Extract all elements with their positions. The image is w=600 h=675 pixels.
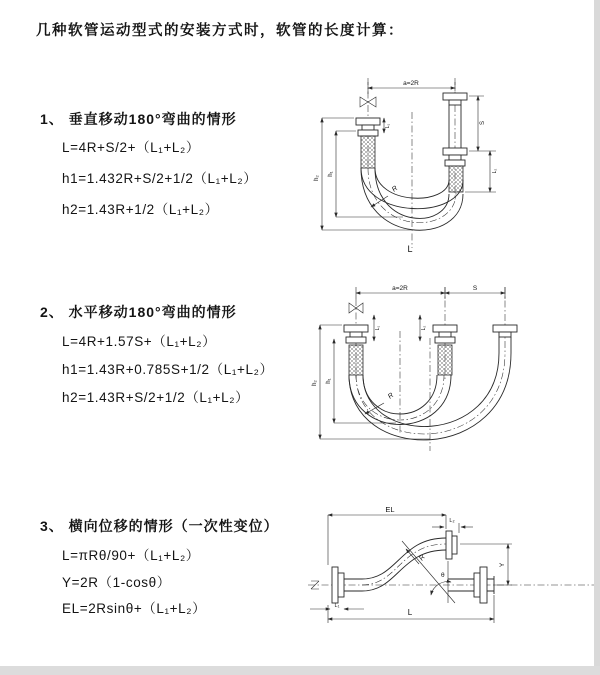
diagram-lateral-displacement: [298, 503, 600, 647]
section-1-formula-h1: h1=1.432R+S/2+1/2（L₁+L₂）: [62, 171, 258, 186]
section-1-formula-h2: h2=1.43R+1/2（L₁+L₂）: [62, 202, 219, 217]
section-3-formula-Y: Y=2R（1-cosθ）: [62, 575, 171, 590]
dim-label-h2: h₂: [314, 175, 320, 181]
section-1-formula-L: L=4R+S/2+（L₁+L₂）: [62, 140, 200, 155]
dim-label-el: EL: [385, 505, 395, 514]
label-radius: R: [386, 391, 396, 401]
dim-label-l2: L₂: [449, 518, 455, 524]
section-3-formula-EL: EL=2Rsinθ+（L₁+L₂）: [62, 601, 207, 616]
dim-label-l1: L₁: [334, 603, 340, 609]
label-radius: R: [418, 553, 427, 563]
dimensions: [320, 287, 505, 439]
diagram-horizontal-180-bend: [306, 283, 600, 461]
dim-label-l2: L₂: [421, 325, 427, 331]
label-angle: θ: [441, 572, 445, 579]
section-2-formula-h1: h1=1.43R+0.785S+1/2（L₁+L₂）: [62, 362, 274, 377]
section-2-formula-h2: h2=1.43R+S/2+1/2（L₁+L₂）: [62, 390, 250, 405]
dim-label-a2r: a=2R: [403, 80, 419, 87]
diagram-vertical-180-bend: [308, 70, 592, 262]
dim-label-l1: L₁: [375, 325, 381, 331]
section-1-heading: 1、 垂直移动180°弯曲的情形: [40, 111, 237, 127]
dim-label-l: L: [407, 608, 413, 617]
dim-label-h2: h₂: [312, 380, 318, 386]
label-radius: R: [390, 184, 400, 194]
dim-label-l1: L₁: [385, 123, 391, 129]
section-2-formula-L: L=4R+1.57S+（L₁+L₂）: [62, 334, 217, 349]
dim-label-a2r: a=2R: [392, 285, 408, 292]
dim-label-s: S: [472, 285, 478, 292]
section-3-formula-L: L=πRθ/90+（L₁+L₂）: [62, 548, 200, 563]
dim-label-s: S: [480, 120, 486, 126]
centerlines: [368, 78, 456, 248]
dim-label-l2: L₂: [492, 168, 498, 174]
dim-label-h1: h₁: [326, 378, 332, 384]
hose-assembly: [332, 531, 494, 603]
dim-label-y: Y: [499, 562, 506, 568]
section-3-heading: 3、 横向位移的情形（一次性变位）: [40, 518, 279, 534]
page-title: 几种软管运动型式的安装方式时，软管的长度计算：: [36, 23, 404, 39]
page-edge-bottom: [0, 666, 600, 675]
label-length: L: [407, 244, 413, 254]
page-edge-right: [594, 0, 600, 675]
section-2-heading: 2、 水平移动180°弯曲的情形: [40, 304, 237, 320]
dim-label-h1: h₁: [328, 171, 334, 177]
dimensions: [322, 82, 496, 230]
